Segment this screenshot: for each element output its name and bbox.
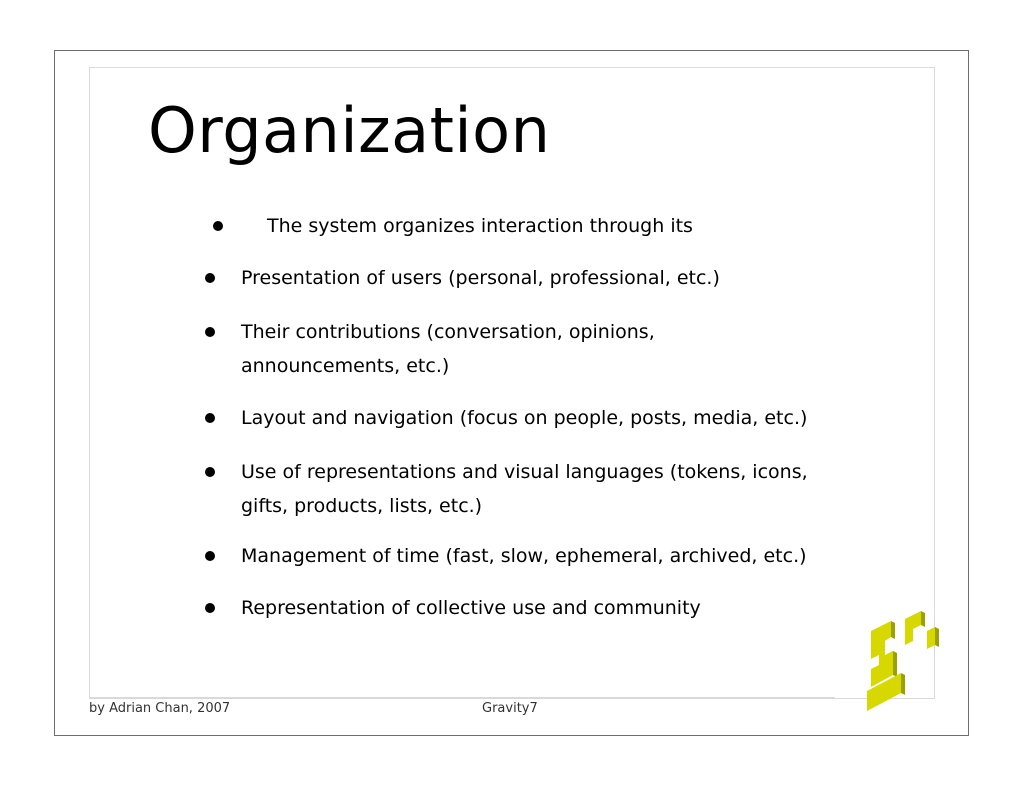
bullet-dot-icon bbox=[205, 467, 215, 477]
bullet-text: Layout and navigation (focus on people, posts, media, etc.) bbox=[241, 407, 808, 429]
bullet-text: Their contributions (conversation, opinions, bbox=[241, 321, 655, 343]
bullet-text: Use of representations and visual languages (tokens, icons, bbox=[241, 461, 808, 483]
bullet-text: Presentation of users (personal, professional, etc.) bbox=[241, 267, 720, 289]
bullet-dot-icon bbox=[205, 551, 215, 561]
slide-title: Organization bbox=[148, 94, 551, 167]
slide bbox=[54, 50, 969, 736]
bullet-text: Management of time (fast, slow, ephemeral, archived, etc.) bbox=[241, 545, 807, 567]
bullet-dot-icon bbox=[205, 327, 215, 337]
bullet-text-continued: announcements, etc.) bbox=[241, 355, 450, 377]
footer-author: by Adrian Chan, 2007 bbox=[89, 701, 231, 716]
bullet-dot-icon bbox=[205, 413, 215, 423]
gravity7-logo-icon bbox=[865, 611, 939, 713]
footer-divider bbox=[89, 697, 835, 698]
bullet-text-continued: gifts, products, lists, etc.) bbox=[241, 495, 483, 517]
bullet-dot-icon bbox=[205, 273, 215, 283]
bullet-dot-icon bbox=[205, 603, 215, 613]
bullet-text: Representation of collective use and community bbox=[241, 597, 701, 619]
footer-brand: Gravity7 bbox=[482, 701, 538, 716]
bullet-dot-icon bbox=[213, 221, 223, 231]
bullet-text: The system organizes interaction through its bbox=[267, 215, 693, 237]
